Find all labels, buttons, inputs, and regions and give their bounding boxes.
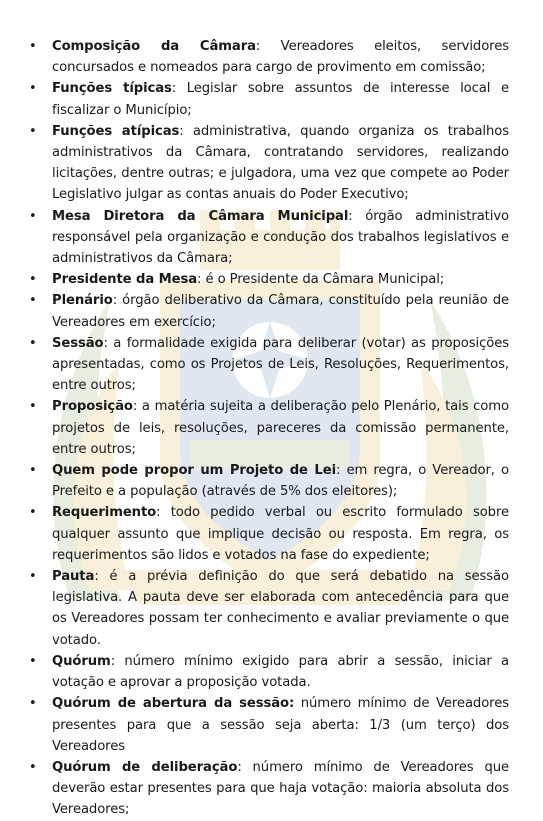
term-definition: : a matéria sujeita a deliberação pelo Plenário, tais como projetos de leis, resoluções, pareceres da comissão permanente, entre outros; (52, 399, 509, 457)
term-label: Composição da Câmara (52, 39, 256, 54)
list-item (26, 566, 509, 651)
bullet: • (29, 696, 37, 712)
list-item (26, 693, 509, 757)
term-label: Quórum de deliberação (52, 759, 238, 775)
bullet: • (29, 272, 37, 288)
list-item (26, 333, 509, 397)
term-label: Quem pode propor um Projeto de Lei (52, 463, 336, 479)
term-definition: : é o Presidente da Câmara Municipal; (197, 272, 445, 288)
bullet: • (29, 759, 37, 775)
bullet: • (29, 81, 37, 97)
term-label: Plenário (52, 293, 113, 309)
term-definition: : número mínimo exigido para abrir a sessão, iniciar a votação e aprovar a proposição votada. (52, 653, 509, 691)
bullet: • (29, 208, 37, 224)
list-item (26, 396, 509, 460)
list-item (26, 206, 509, 270)
list-item (26, 36, 509, 78)
term-definition: número mínimo de Vereadores presentes para que a sessão seja aberta: 1/3 (um terço) dos Vereadores (52, 696, 509, 754)
list-item (26, 290, 509, 332)
term-definition: : Legislar sobre assuntos de interesse local e fiscalizar o Município; (52, 81, 509, 118)
term-definition: : número mínimo de Vereadores que deverão estar presentes para que haja votação: maioria absoluta dos Vereadores; (52, 759, 510, 818)
term-definition: : administrativa, quando organiza os trabalhos administrativos da Câmara, contratando servidores, realizando licitações, dentre outras; e julgadora, uma vez que compete ao Poder Legislativo julgar as contas anuais do Poder Executivo; (52, 123, 509, 203)
bullet: • (29, 399, 37, 415)
term-label: Sessão (52, 335, 104, 351)
term-label: Funções típicas (52, 81, 172, 97)
term-definition: : órgão administrativo responsável pela organização e condução dos trabalhos legislativos e administrativos da Câmara; (52, 208, 509, 267)
term-label: Proposição (52, 399, 133, 415)
term-definition: : órgão deliberativo da Câmara, constituído pela reunião de Vereadores em exercício; (52, 293, 509, 330)
list-item (26, 269, 509, 290)
term-label: Mesa Diretora da Câmara Municipal (52, 208, 349, 224)
term-label: Presidente da Mesa (52, 272, 198, 288)
term-label: Funções atípicas (52, 123, 180, 139)
glossary-list (26, 36, 509, 821)
term-label: Quórum de abertura da sessão: (52, 696, 295, 712)
bullet: • (29, 505, 37, 521)
bullet: • (29, 463, 37, 479)
term-definition: : em regra, o Vereador, o Prefeito e a população (através de 5% dos eleitores); (52, 463, 509, 500)
bullet: • (29, 123, 37, 139)
term-definition: : Vereadores eleitos, servidores concursados e nomeados para cargo de provimento em comissão; (52, 39, 509, 76)
list-item (26, 651, 509, 693)
bullet: • (29, 39, 37, 54)
bullet: • (29, 569, 37, 585)
list-item (26, 757, 509, 821)
list-item (26, 78, 509, 120)
bullet: • (29, 653, 37, 669)
term-label: Pauta (52, 569, 95, 585)
bullet: • (29, 293, 37, 309)
term-definition: : é a prévia definição do que será debatido na sessão legislativa. A pauta deve ser elaborada com antecedência para que os Vereadores possam ter conhecimento e avaliar previamente o que votado. (52, 569, 509, 648)
term-label: Quórum (52, 653, 111, 669)
term-definition: : a formalidade exigida para deliberar (votar) as proposições apresentadas, como os Projetos de Leis, Resoluções, Requerimentos, entre outros; (52, 335, 509, 394)
bullet: • (29, 335, 37, 351)
list-item (26, 460, 509, 502)
term-label: Requerimento (52, 505, 157, 521)
term-definition: : todo pedido verbal ou escrito formulado sobre qualquer assunto que implique decisão ou resposta. Em regra, os requerimentos são lidos e votados na fase do expediente; (52, 505, 509, 563)
list-item (26, 502, 509, 566)
list-item (26, 121, 509, 206)
